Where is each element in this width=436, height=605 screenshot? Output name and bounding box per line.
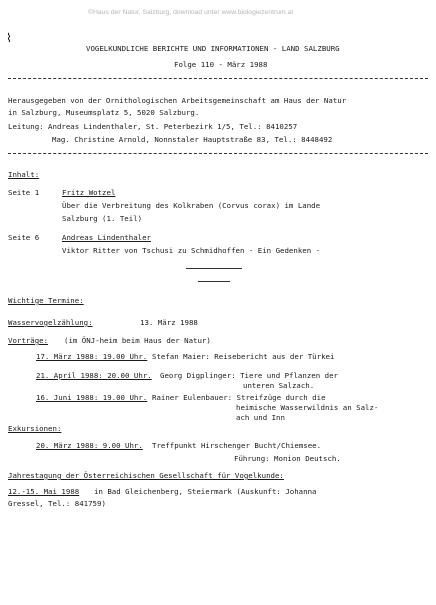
separator-line: [186, 268, 242, 269]
editor-line: Mag. Christine Arnold, Nonnstaler Hauptstraße 83, Tel.: 8448492: [52, 135, 333, 144]
talk-date: 16. Juni 1988: 19.00 Uhr.: [36, 393, 148, 402]
publisher-address: in Salzburg, Museumsplatz 5, 5020 Salzburg.: [8, 108, 200, 117]
divider: [8, 78, 428, 79]
publisher-line: Herausgegeben von der Ornithologischen Arbeitsgemeinschaft am Haus der Natur: [8, 96, 347, 105]
divider: [8, 153, 428, 154]
excursions-label: Exkursionen:: [8, 424, 62, 433]
annual-meeting-contact: Gressel, Tel.: 841759): [8, 499, 106, 508]
excursion-date: 20. März 1988: 9.00 Uhr.: [36, 441, 143, 450]
contents-author: Fritz Wotzel: [62, 188, 116, 197]
annual-meeting-label: Jahrestagung der Österreichischen Gesellschaft für Vogelkunde:: [8, 471, 284, 480]
issue-number: Folge 110 - März 1988: [174, 60, 268, 69]
margin-mark-icon: ⌇: [6, 31, 12, 45]
editor-line: Leitung: Andreas Lindenthaler, St. Peterbezirk 1/5, Tel.: 8410257: [8, 122, 298, 131]
contents-author: Andreas Lindenthaler: [62, 233, 151, 242]
separator-line: [198, 281, 230, 282]
watermark: ©Haus der Natur, Salzburg, download unter www.biologiezentrum.at: [88, 9, 294, 16]
contents-page: Seite 1: [8, 188, 40, 197]
contents-text: Salzburg (1. Teil): [62, 214, 143, 223]
talk-date: 21. April 1988: 20.00 Uhr.: [36, 371, 152, 380]
contents-text: Über die Verbreitung des Kolkraben (Corvus corax) im Lande: [62, 201, 321, 210]
talk-title: ach und Inn: [236, 413, 285, 422]
contents-page: Seite 6: [8, 233, 40, 242]
annual-meeting-place: in Bad Gleichenberg, Steiermark (Auskunft: Johanna: [94, 487, 317, 496]
talks-label: Vorträge:: [8, 336, 49, 345]
talk-title: Georg Digplinger: Tiere und Pflanzen der: [160, 371, 338, 380]
contents-heading: Inhalt:: [8, 170, 40, 179]
talk-date: 17. März 1988: 19.00 Uhr.: [36, 352, 148, 361]
excursion-place: Treffpunkt Hirschenger Bucht/Chiemsee.: [152, 441, 322, 450]
talk-title: heimische Wasserwildnis an Salz-: [236, 403, 379, 412]
talk-title: Stefan Maier: Reisebericht aus der Türkei: [152, 352, 335, 361]
document-title: VOGELKUNDLICHE BERICHTE UND INFORMATIONEN - LAND SALZBURG: [86, 44, 340, 53]
contents-text: Viktor Ritter von Tschusi zu Schmidhoffen - Ein Gedenken -: [62, 246, 321, 255]
waterbird-count-label: Wasservogelzählung:: [8, 318, 93, 327]
annual-meeting-date: 12.-15. Mai 1988: [8, 487, 80, 496]
talk-title: Rainer Eulenbauer: Streifzüge durch die: [152, 393, 326, 402]
waterbird-count-date: 13. März 1988: [140, 318, 198, 327]
events-heading: Wichtige Termine:: [8, 296, 84, 305]
talks-location: (im ÖNJ-heim beim Haus der Natur): [64, 336, 211, 345]
excursion-guide: Führung: Monion Deutsch.: [234, 454, 341, 463]
talk-title: unteren Salzach.: [243, 381, 315, 390]
